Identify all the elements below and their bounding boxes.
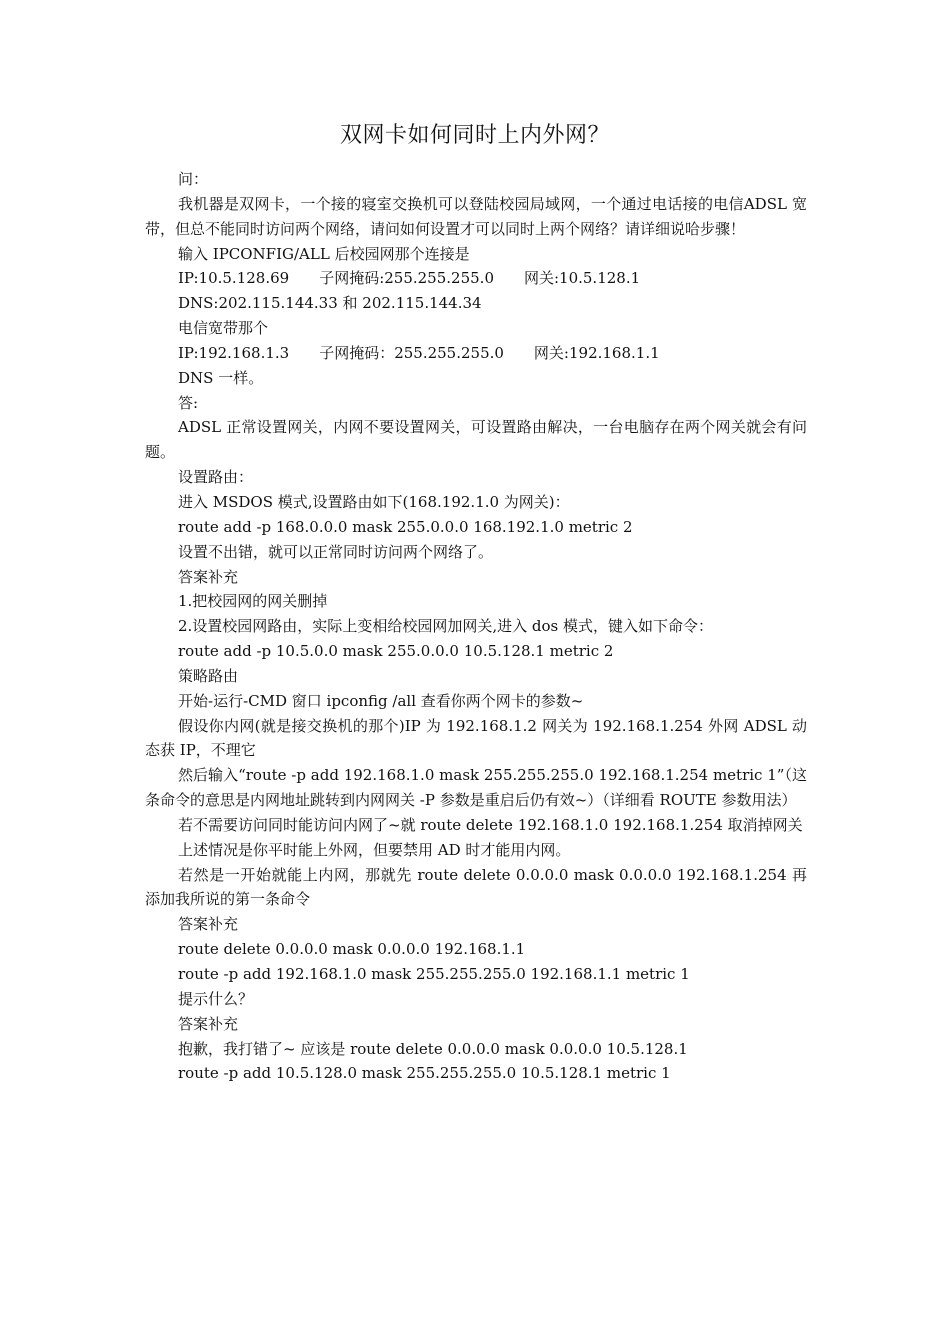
paragraph: 抱歉，我打错了~ 应该是 route delete 0.0.0.0 mask 0.0.0.0 10.5.128.1 (178, 1039, 688, 1058)
paragraph: 问： (178, 170, 209, 188)
paragraph: 答案补充 (178, 1014, 239, 1033)
paragraph: route -p add 10.5.128.0 mask 255.255.255.0 10.5.128.1 metric 1 (178, 1064, 671, 1083)
paragraph: route add -p 10.5.0.0 mask 255.0.0.0 10.5.128.1 metric 2 (178, 642, 614, 661)
paragraph: 我机器是双网卡，一个接的寝室交换机可以登陆校园局域网，一个通过电话接的电信ADSL 宽带，但总不能同时访问两个网络，请问如何设置才可以同时上两个网络？请详细说哈步骤！ (145, 194, 807, 238)
paragraph: 策略路由 (178, 666, 239, 685)
paragraph: 假设你内网(就是接交换机的那个)IP 为 192.168.1.2 网关为 192.168.1.254 外网 ADSL 动态获 IP，不理它 (145, 716, 807, 760)
document-body (145, 167, 807, 1086)
paragraph: 提示什么？ (178, 989, 254, 1008)
paragraph: DNS:202.115.144.33 和 202.115.144.34 (178, 294, 482, 313)
paragraph: 上述情况是你平时能上外网，但要禁用 AD 时才能用内网。 (178, 840, 571, 859)
paragraph: 若然是一开始就能上内网，那就先 route delete 0.0.0.0 mask 0.0.0.0 192.168.1.254 再添加我所说的第一条命令 (145, 865, 807, 909)
paragraph: route delete 0.0.0.0 mask 0.0.0.0 192.168.1.1 (178, 940, 526, 959)
paragraph: 1.把校园网的网关删掉 (178, 592, 328, 611)
paragraph: 答案补充 (178, 567, 239, 586)
paragraph: IP:192.168.1.3 子网掩码：255.255.255.0 网关:192.168.1.1 (178, 343, 660, 362)
paragraph: 然后输入“route -p add 192.168.1.0 mask 255.255.255.0 192.168.1.254 metric 1”（这条命令的意思是内网地址跳转到内网网关 -P 参数是重启后仍有效~）（详细看 ROUTE 参数用法） (145, 766, 807, 810)
paragraph: route -p add 192.168.1.0 mask 255.255.255.0 192.168.1.1 metric 1 (178, 965, 690, 983)
paragraph: IP:10.5.128.69 子网掩码:255.255.255.0 网关:10.5.128.1 (178, 269, 641, 288)
paragraph: 答: (178, 393, 199, 412)
paragraph: route add -p 168.0.0.0 mask 255.0.0.0 168.192.1.0 metric 2 (178, 517, 633, 536)
paragraph: 2.设置校园网路由，实际上变相给校园网加网关,进入 dos 模式，键入如下命令： (178, 617, 713, 636)
paragraph: DNS 一样。 (178, 368, 264, 387)
paragraph: 输入 IPCONFIG/ALL 后校园网那个连接是 (178, 244, 470, 263)
page-title: 双网卡如何同时上内外网？ (339, 123, 610, 148)
paragraph: 开始-运行-CMD 窗口 ipconfig /all 查看你两个网卡的参数~ (178, 691, 584, 710)
paragraph: 进入 MSDOS 模式,设置路由如下(168.192.1.0 为网关)： (178, 492, 570, 511)
paragraph: 答案补充 (178, 915, 239, 934)
paragraph: ADSL 正常设置网关，内网不要设置网关，可设置路由解决，一台电脑存在两个网关就会有问题。 (145, 418, 807, 462)
paragraph: 若不需要访问同时能访问内网了~就 route delete 192.168.1.0 192.168.1.254 取消掉网关 (178, 815, 803, 834)
paragraph: 设置不出错，就可以正常同时访问两个网络了。 (178, 542, 494, 561)
paragraph: 电信宽带那个 (178, 319, 269, 338)
paragraph: 设置路由： (178, 468, 254, 487)
